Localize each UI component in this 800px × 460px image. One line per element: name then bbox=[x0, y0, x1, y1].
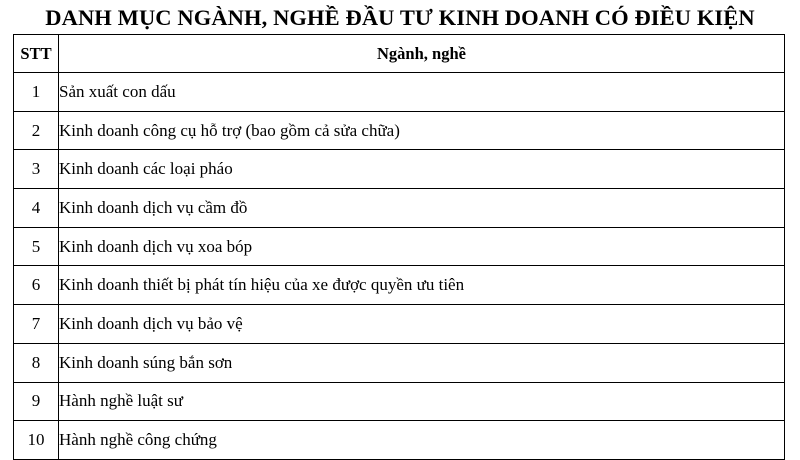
business-line-name: Kinh doanh dịch vụ cầm đồ bbox=[59, 189, 785, 228]
business-line-name: Kinh doanh dịch vụ xoa bóp bbox=[59, 227, 785, 266]
table-row bbox=[14, 266, 785, 305]
table-header-row bbox=[14, 35, 785, 73]
table-row bbox=[14, 382, 785, 421]
row-number: 6 bbox=[14, 266, 59, 305]
business-lines-table bbox=[13, 34, 785, 460]
row-number: 9 bbox=[14, 382, 59, 421]
table-row bbox=[14, 150, 785, 189]
business-line-name: Kinh doanh công cụ hỗ trợ (bao gồm cả sửa chữa) bbox=[59, 111, 785, 150]
business-line-name: Kinh doanh các loại pháo bbox=[59, 150, 785, 189]
table-row bbox=[14, 227, 785, 266]
table-row bbox=[14, 343, 785, 382]
row-number: 2 bbox=[14, 111, 59, 150]
page-title: DANH MỤC NGÀNH, NGHỀ ĐẦU TƯ KINH DOANH CÓ ĐIỀU KIỆN bbox=[45, 5, 755, 30]
table-row bbox=[14, 111, 785, 150]
row-number: 1 bbox=[14, 73, 59, 112]
table-row bbox=[14, 73, 785, 112]
header-stt: STT bbox=[14, 35, 59, 73]
row-number: 4 bbox=[14, 189, 59, 228]
row-number: 3 bbox=[14, 150, 59, 189]
table-row bbox=[14, 189, 785, 228]
table-row bbox=[14, 421, 785, 460]
row-number: 10 bbox=[14, 421, 59, 460]
row-number: 7 bbox=[14, 305, 59, 344]
row-number: 8 bbox=[14, 343, 59, 382]
business-line-name: Kinh doanh thiết bị phát tín hiệu của xe được quyền ưu tiên bbox=[59, 266, 785, 305]
row-number: 5 bbox=[14, 227, 59, 266]
business-line-name: Hành nghề công chứng bbox=[59, 421, 785, 460]
business-line-name: Kinh doanh dịch vụ bảo vệ bbox=[59, 305, 785, 344]
table-row bbox=[14, 305, 785, 344]
header-business-line: Ngành, nghề bbox=[59, 35, 785, 73]
business-line-name: Sản xuất con dấu bbox=[59, 73, 785, 112]
business-line-name: Kinh doanh súng bắn sơn bbox=[59, 343, 785, 382]
business-line-name: Hành nghề luật sư bbox=[59, 382, 785, 421]
